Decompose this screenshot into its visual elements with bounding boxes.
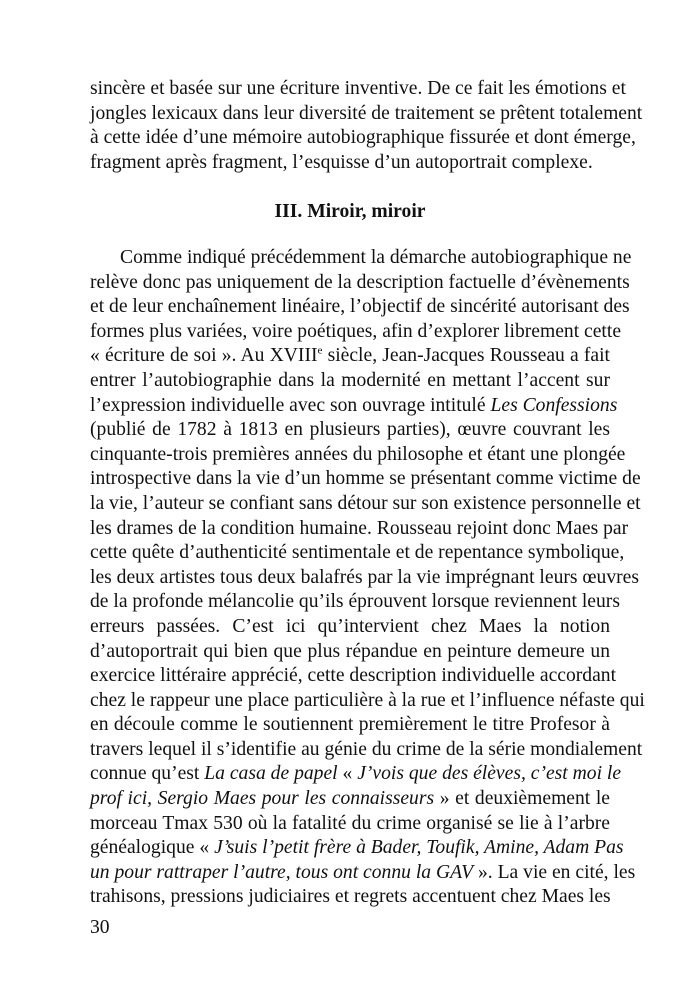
text-line — [90, 394, 618, 419]
text-line: (publié de 1782 à 1813 en plusieurs parties), œuvre couvrant les — [90, 419, 610, 441]
lyric-quote: prof ici, Sergio Maes pour les connaisseurs — [90, 788, 435, 810]
text-segment: l’expression individuelle avec son ouvrage intitulé — [90, 394, 491, 416]
text-line: et de leur enchaînement linéaire, l’objectif de sincérité autorisant des — [90, 296, 630, 318]
text-line: cette quête d’authenticité sentimentale et de repentance symbolique, — [90, 542, 625, 564]
text-line: d’autoportrait qui bien que plus répandue en peinture demeure un — [90, 640, 610, 662]
text-line: de la profonde mélancolie qu’ils éprouvent lorsque reviennent leurs — [90, 591, 620, 613]
work-title: Les Confessions — [490, 394, 618, 416]
superscript: e — [317, 344, 323, 357]
text-line: les deux artistes tous deux balafrés par la vie imprégnant leurs œuvres — [90, 566, 639, 588]
text-line: sincère et basée sur une écriture inventive. De ce fait les émotions et — [90, 78, 626, 99]
text-line: erreurs passées. C’est ici qu’intervient chez Maes la notion — [90, 615, 610, 637]
text-line: introspective dans la vie d’un homme se présentant comme victime de — [90, 468, 641, 490]
page-number: 30 — [90, 917, 110, 938]
text-segment: » et deuxièmement le — [434, 788, 611, 810]
text-line: jongles lexicaux dans leur diversité de traitement se prêtent totalement — [90, 102, 643, 124]
text-line: trahisons, pressions judiciaires et regrets accentuent chez Maes les — [90, 886, 611, 908]
text-segment: « — [337, 763, 358, 785]
lyric-quote: J’vois que des élèves, c’est moi le — [357, 763, 622, 785]
work-title: La casa de papel — [204, 763, 338, 785]
text-line: les drames de la condition humaine. Rousseau rejoint donc Maes par — [90, 517, 629, 539]
text-segment: ». La vie en cité, les — [473, 861, 636, 883]
text-line: cinquante-trois premières années du philosophe et étant une plongée — [90, 443, 626, 465]
section-heading: III. Miroir, miroir — [274, 201, 426, 222]
text-line: à cette idée d’une mémoire autobiographique fissurée et dont émerge, — [90, 127, 636, 149]
paragraph-body — [90, 246, 645, 910]
text-line: morceau Tmax 530 où la fatalité du crime organisé se lie à l’arbre — [90, 812, 610, 834]
text-line — [90, 861, 636, 886]
text-segment: généalogique « — [90, 837, 215, 859]
text-segment: connue qu’est — [90, 763, 205, 785]
text-line — [90, 836, 624, 861]
text-line — [90, 787, 610, 812]
lyric-quote: un pour rattraper l’autre, tous ont connu la GAV — [90, 861, 474, 883]
text-segment: « écriture de soi ». Au XVIII — [90, 345, 318, 367]
text-line: relève donc pas uniquement de la description factuelle d’évènements — [90, 271, 630, 293]
text-line: en découle comme le soutiennent premièrement le titre Profesor à — [90, 714, 610, 736]
text-line: Comme indiqué précédemment la démarche autobiographique ne — [120, 247, 632, 268]
text-line: exercice littéraire apprécié, cette description individuelle accordant — [90, 665, 617, 687]
text-line: chez le rappeur une place particulière à la rue et l’influence néfaste qui — [90, 689, 645, 711]
text-line — [90, 344, 610, 369]
paragraph-continuation — [90, 77, 643, 175]
text-line: entrer l’autobiographie dans la modernité en mettant l’accent sur — [90, 369, 610, 391]
text-line: formes plus variées, voire poétiques, afin d’explorer librement cette — [90, 320, 622, 342]
lyric-quote: J’suis l’petit frère à Bader, Toufik, Amine, Adam Pas — [214, 837, 624, 859]
text-line: fragment après fragment, l’esquisse d’un autoportrait complexe. — [90, 151, 593, 173]
text-line — [90, 762, 622, 787]
text-line: travers lequel il s’identifie au génie du crime de la série mondialement — [90, 738, 643, 760]
text-line: la vie, l’auteur se confiant sans détour sur son existence personnelle et — [90, 492, 641, 514]
text-segment: siècle, Jean-Jacques Rousseau a fait — [322, 345, 610, 367]
